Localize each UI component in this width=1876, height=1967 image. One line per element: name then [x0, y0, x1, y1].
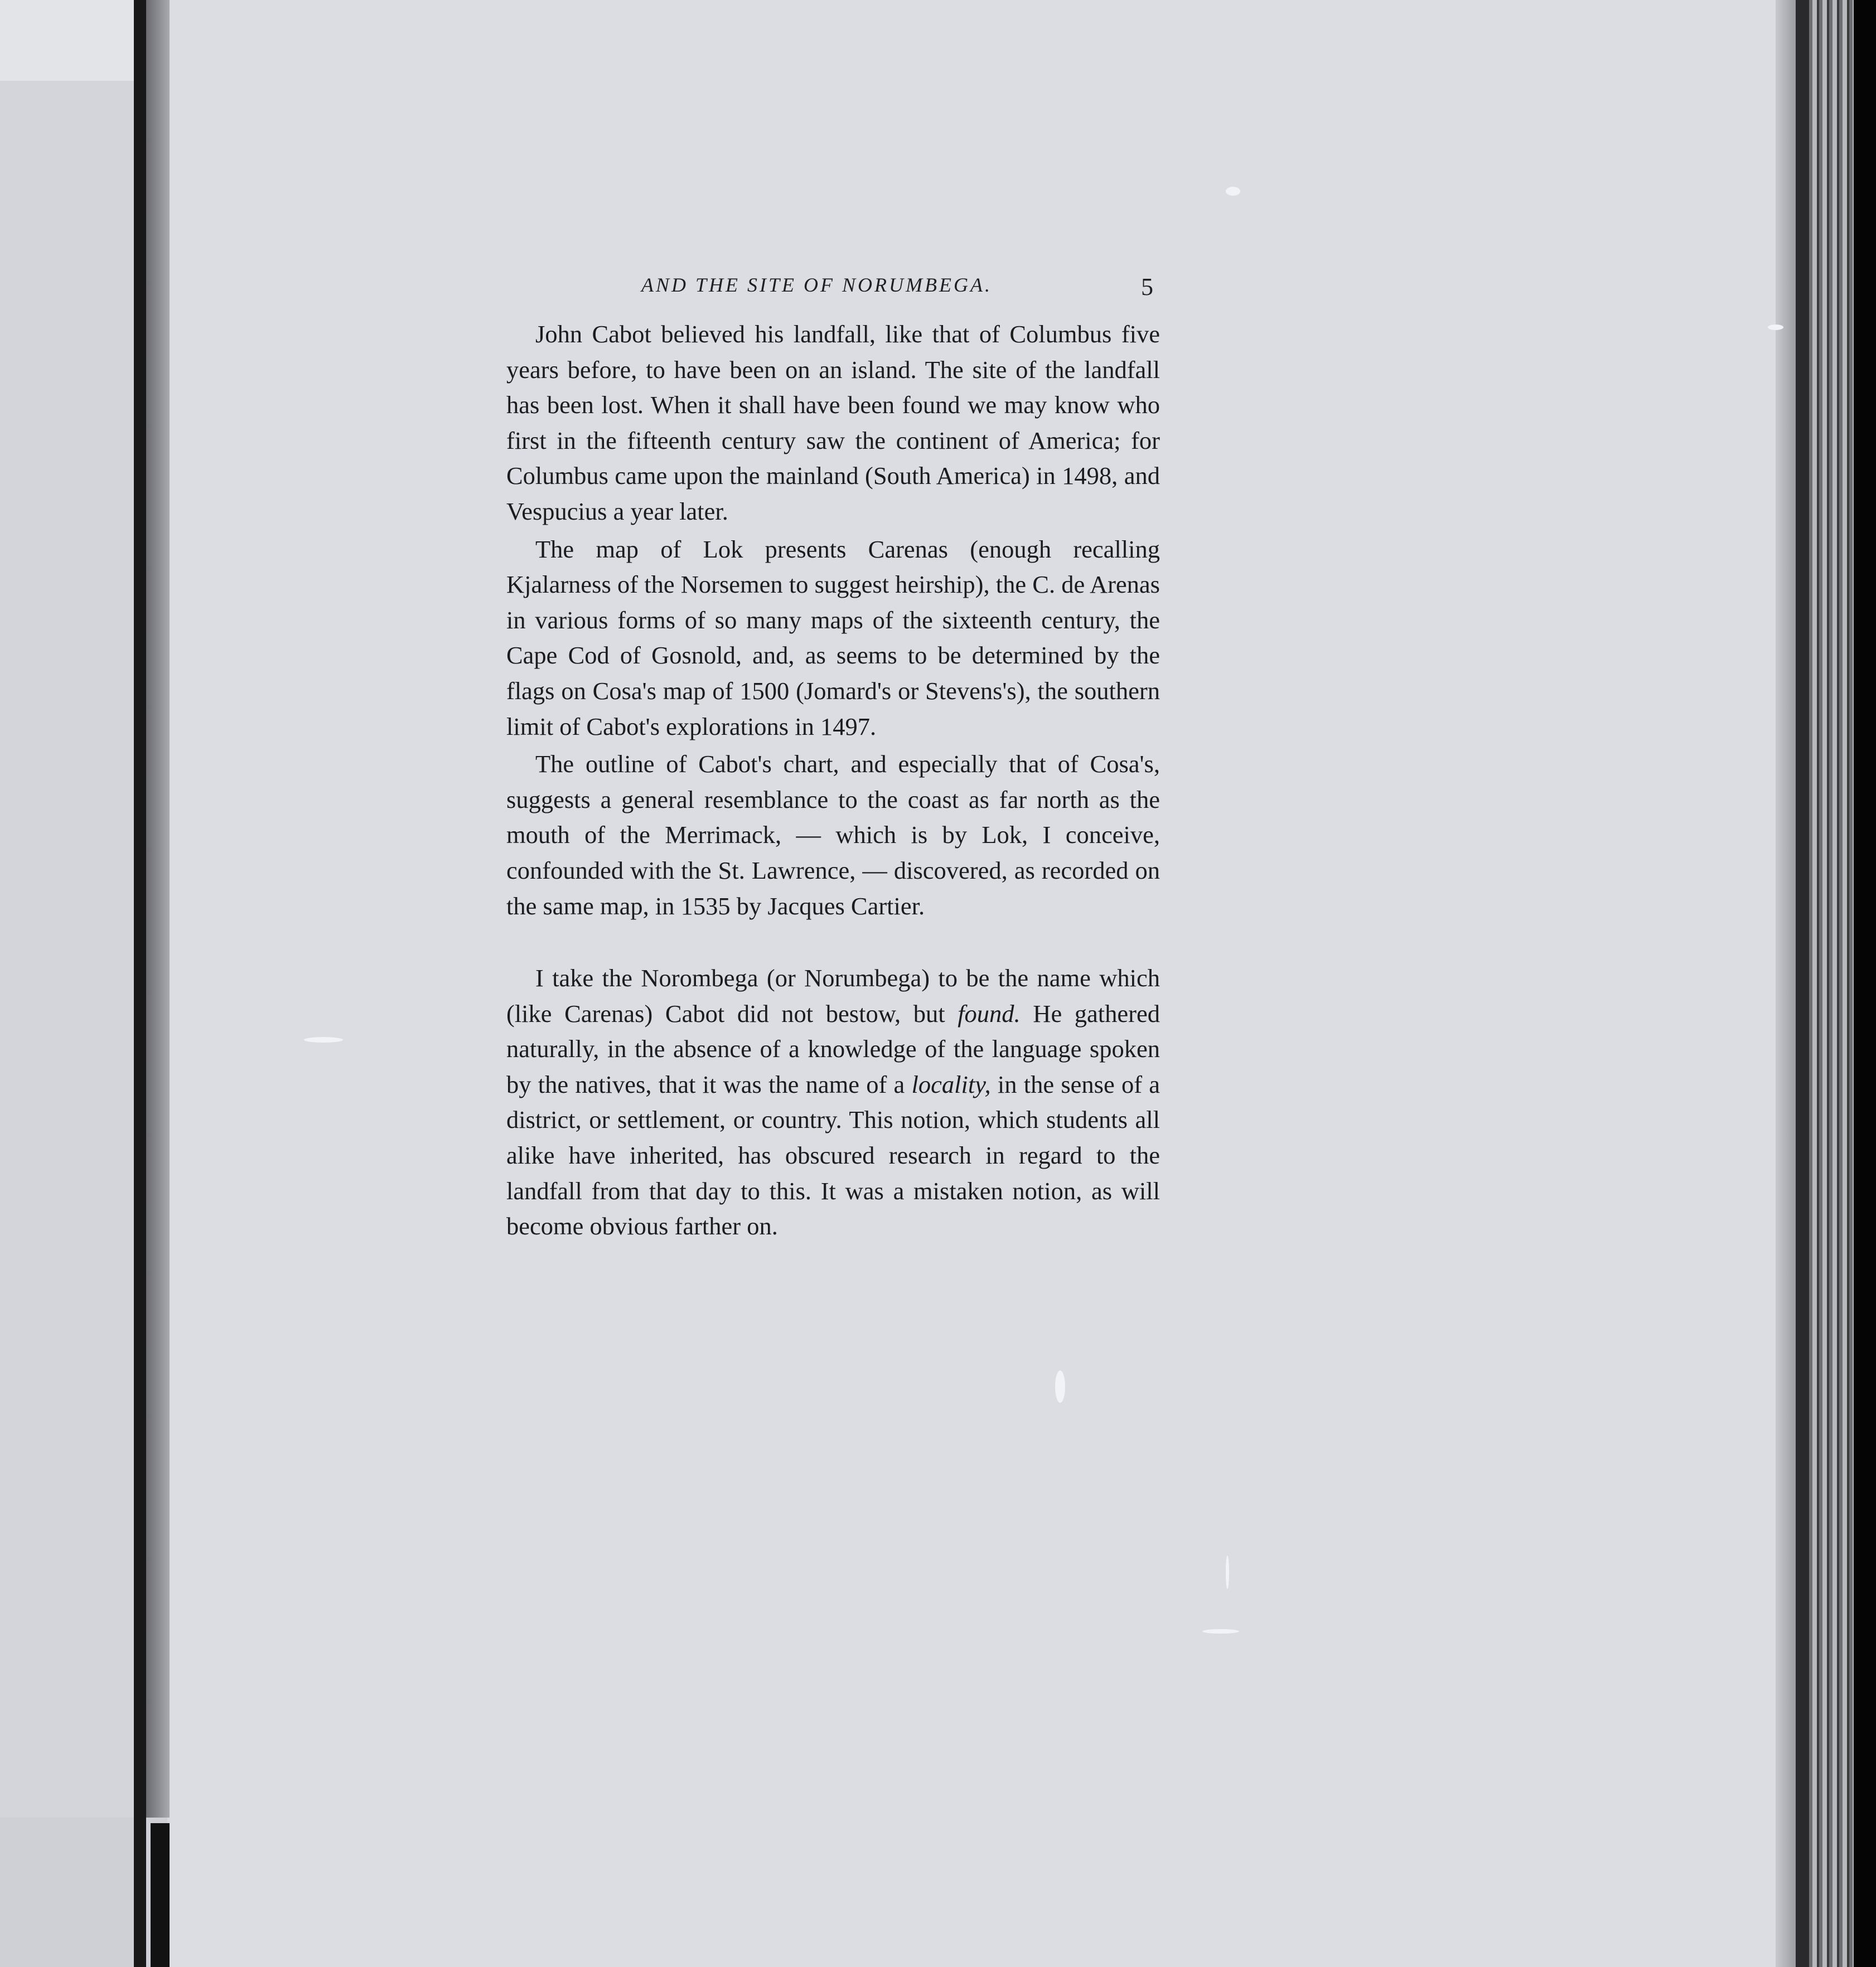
dust-speck [1202, 1629, 1239, 1634]
scan-border [1854, 0, 1876, 1967]
body-text [506, 317, 1160, 1244]
paragraph: The map of Lok presents Carenas (enough recalling Kjalarness of the Norsemen to suggest heirship), the C. de Arenas in various forms of so many maps of the sixteenth century, the Cape Cod of Gosnold, and, as seems to be determined by the flags on Cosa's map of 1500 (Jomard's or Stevens's), the southern limit of Cabot's explorations in 1497. [506, 535, 1160, 740]
dust-speck [304, 1037, 343, 1043]
book-spine [134, 0, 146, 1967]
paragraph-text: in the sense of a district, or settlement, or country. This notion, which students all alike have inherited, has obscured research in regard to the landfall from that day to this. It was a mistaken notion, as will become obvious farther on. [506, 1070, 1160, 1241]
left-page-edge [0, 81, 134, 1818]
page-edge-dark [1796, 0, 1809, 1967]
page-stack-edges [1809, 0, 1854, 1967]
paragraph-text: I take the Norombega (or Norumbega) to be the name which (like Carenas) Cabot did not bestow, but [506, 964, 1160, 1028]
running-head: AND THE SITE OF NORUMBEGA. [641, 274, 992, 296]
page-edge-shade [1776, 0, 1796, 1967]
paragraph: John Cabot believed his landfall, like that of Columbus five years before, to have been on an island. The site of the landfall has been lost. When it shall have been found we may know who first in the fifteenth century saw the continent of America; for Columbus came upon the mainland (South America) in 1498, and Vespucius a year later. [506, 320, 1160, 525]
dust-speck [1226, 187, 1240, 196]
dust-speck [1055, 1370, 1065, 1403]
paragraph-text: He gathered naturally, in the absence of a knowledge of the language spoken by the natives, that it was the name of a [506, 999, 1160, 1098]
paragraph: The outline of Cabot's chart, and especially that of Cosa's, suggests a general resemblance to the coast as far north as the mouth of the Merrimack, — which is by Lok, I conceive, confounded with the St. Lawrence, — discovered, as recorded on the same map, in 1535 by Jacques Cartier. [506, 750, 1160, 920]
dust-speck [1768, 324, 1783, 330]
spine-shadow [146, 0, 170, 1818]
italic-text: found. [958, 999, 1021, 1028]
spine-foot [151, 1823, 170, 1967]
left-page-edge-top [0, 0, 134, 81]
page-number: 5 [1141, 273, 1153, 301]
dust-speck [1226, 1556, 1229, 1589]
paragraph [506, 961, 1160, 1244]
italic-text: locality, [911, 1070, 991, 1098]
